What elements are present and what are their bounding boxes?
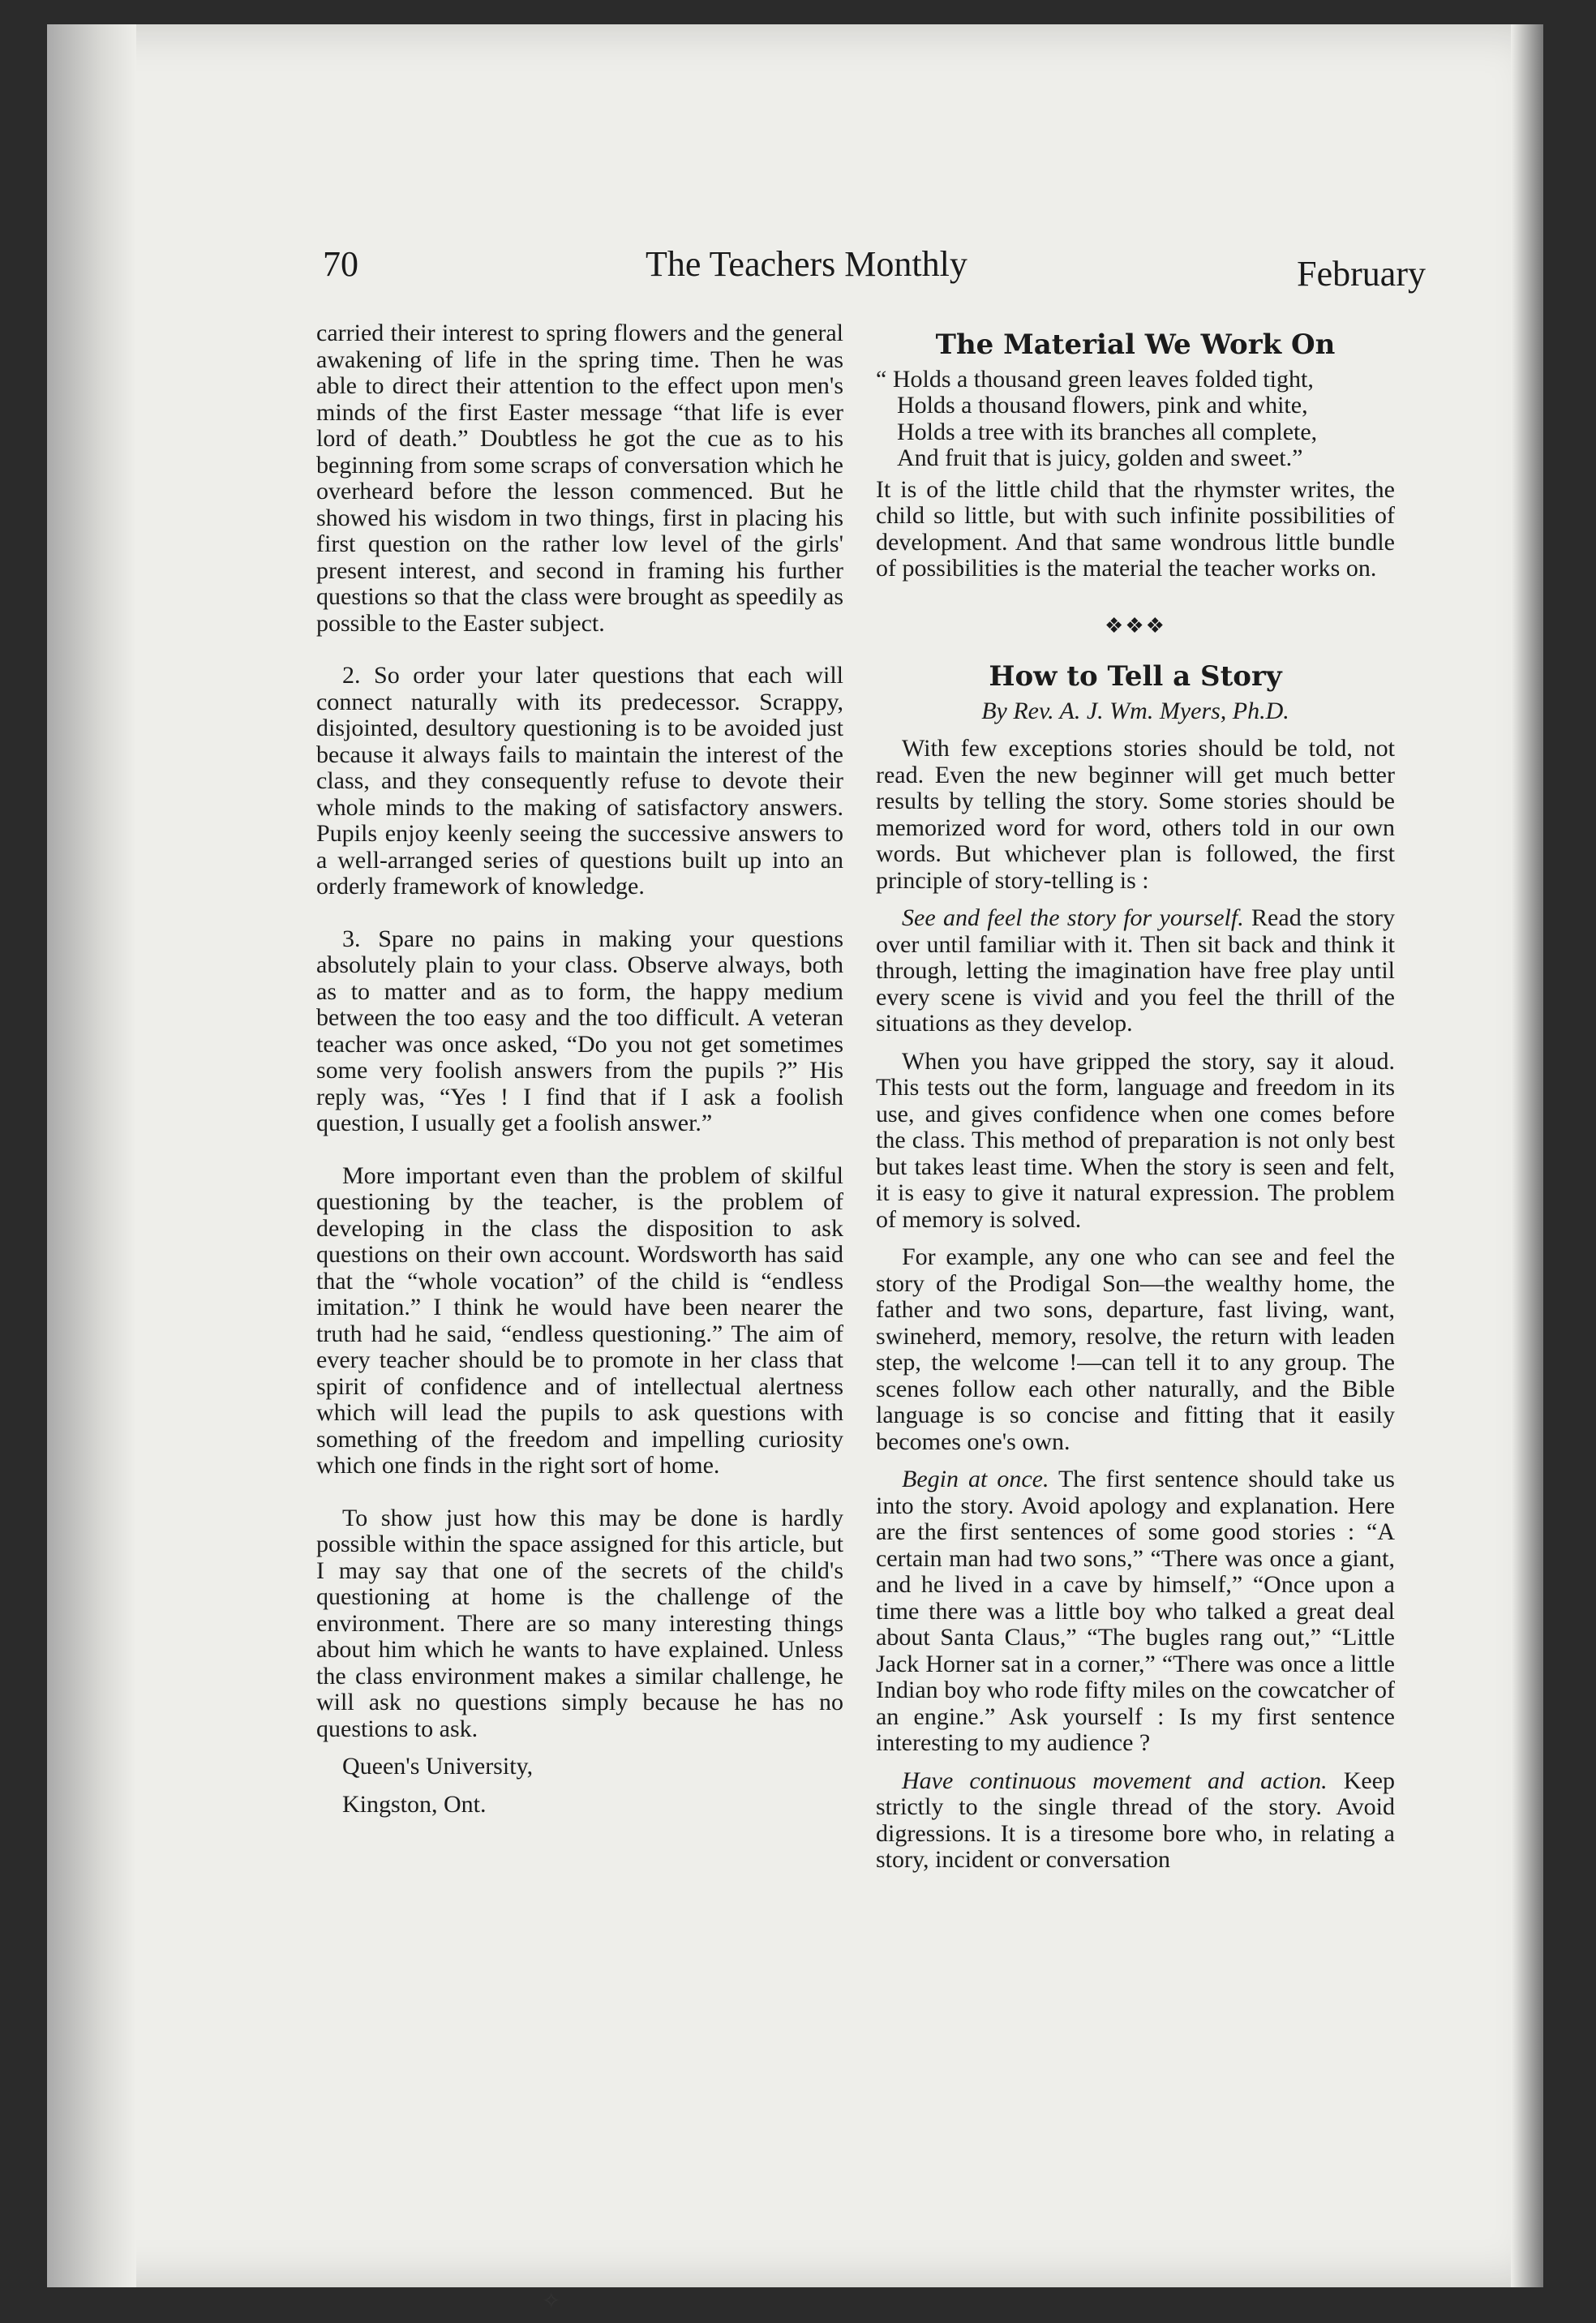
right-column: [876, 320, 1395, 1874]
poem-line: Holds a tree with its branches all complete,: [897, 418, 1318, 445]
paragraph: It is of the little child that the rhymster writes, the child so little, but with such infinite possibilities of development. And that same wondrous little bundle of possibilities is the material the teacher works on.: [876, 475, 1395, 582]
paragraph: To show just how this may be done is hardly possible within the space assigned for this article, but I may say that one of the secrets of the child's questioning at home is the challenge of the environment. There are so many interesting things about him which he wants to have explained. Unless the class environment makes a similar challenge, he will ask no questions simply because he has no questions to ask.: [316, 1504, 843, 1742]
paragraph-text: The first sentence should take us into the story. Avoid apology and explanation. Here are the first sentences of some good stories : “A certain man had two sons,” “There was once a giant, and he lived in a cave by himself,” “Once upon a time there was a little boy who talked a great deal about Santa Claus,” “The bugles rang out,” “Little Jack Horner sat in a corner,” “There was once a little Indian boy who rode fifty miles on the cowcatcher of an engine.” Ask yourself : Is my first sentence interesting to my audience ?: [876, 1466, 1395, 1756]
paragraph: carried their interest to spring flowers and the general awakening of life in the spring time. Then he was able to direct their attention to the effect upon men's minds of the first Easter message “that life is ever lord of death.” Doubtless he got the cue as to his beginning from some scraps of conversation which he overheard before the lesson commenced. But he showed his wisdom in two things, first in placing his first question on the rather low level of the girls' present interest, and second in framing his further questions so that the class were brought as speedily as possible to the Easter subject.: [316, 320, 843, 637]
paragraph: For example, any one who can see and feel the story of the Prodigal Son—the wealthy home, the father and two sons, departure, fast living, want, swineherd, memory, resolve, the return with leaden step, the welcome !—can tell it to any group. The scenes follow each other naturally, and the Bible language is so concise and fitting that it easily becomes one's own.: [876, 1243, 1395, 1455]
issue-month: February: [1297, 254, 1426, 294]
lead-phrase: See and feel the story for yourself.: [902, 904, 1244, 931]
paragraph: 2. So order your later questions that each will connect naturally with its predecessor. Scrappy, disjointed, desultory questioning is to be avoided just because it always fails to maintain the interest of the class, and they consequently refuse to devote their whole minds to the making of satisfactory answers. Pupils enjoy keenly seeing the successive answers to a well-arranged series of questions built up into an orderly framework of knowledge.: [316, 662, 843, 900]
poem-line: “ Holds a thousand green leaves folded tight,: [876, 365, 1314, 393]
journal-title: The Teachers Monthly: [646, 244, 967, 284]
paragraph: [876, 1466, 1395, 1757]
article-heading: The Material We Work On: [935, 328, 1336, 361]
lead-phrase: Begin at once.: [902, 1466, 1049, 1492]
paragraph: When you have gripped the story, say it aloud. This tests out the form, language and freedom in its use, and gives confidence when one comes before the class. This method of preparation is not only best but takes least time. When the story is seen and felt, it is easy to give it natural expression. The problem of memory is solved.: [876, 1047, 1395, 1233]
poem-line: And fruit that is juicy, golden and sweet.”: [897, 444, 1303, 471]
poem: [876, 367, 1395, 472]
paragraph: More important even than the problem of skilful questioning by the teacher, is the problem of developing in the class the disposition to ask questions on their own account. Wordsworth has said that the “whole vocation” of the child is “endless imitation.” I think he would have been nearer the truth had he said, “endless questioning.” The aim of every teacher should be to promote in her class that spirit of confidence and of intellectual alertness which will lead the pupils to ask questions with something of the freedom and impelling curiosity which one finds in the right sort of home.: [316, 1162, 843, 1479]
paragraph: [876, 905, 1395, 1037]
article-heading: How to Tell a Story: [989, 660, 1282, 693]
paragraph-text: Keep strictly to the single thread of the story. Avoid digressions. It is a tiresome bore who, in relating a story, incident or conversation: [876, 1767, 1396, 1873]
page-number: 70: [323, 244, 358, 284]
paragraph: [876, 1768, 1395, 1874]
paragraph: 3. Spare no pains in making your questions absolutely plain to your class. Observe always, both as to matter and as to form, the happy medium between the too easy and the too difficult. A veteran teacher was once asked, “Do you not get sometimes some very foolish answers from the pupils ?” His reply was, “Yes ! I find that if I ask a foolish question, I usually get a foolish answer.”: [316, 925, 843, 1136]
ornament-divider: ❖❖❖: [1105, 613, 1166, 638]
left-column: [316, 320, 843, 1818]
running-header: [274, 243, 1426, 308]
page-binding-shadow: [47, 24, 136, 2287]
poem-line: Holds a thousand flowers, pink and white,: [897, 392, 1308, 419]
page-edge-shadow: [1511, 24, 1543, 2287]
signature-line: Kingston, Ont.: [342, 1790, 487, 1818]
paragraph-text: Read the story over until familiar with it. Then sit back and think it through, letting the imagination have free play until every scene is vivid and you feel the thrill of the situations as they develop.: [876, 904, 1395, 1037]
footer-mark: ✧: [542, 2289, 561, 2314]
lead-phrase: Have continuous movement and action.: [902, 1767, 1328, 1794]
paragraph: With few exceptions stories should be told, not read. Even the new beginner will get much better results by telling the story. Some stories should be memorized word for word, others told in our own words. But whichever plan is followed, the first principle of story-telling is :: [876, 735, 1395, 894]
author-byline: By Rev. A. J. Wm. Myers, Ph.D.: [981, 697, 1289, 724]
signature-line: Queen's University,: [342, 1753, 534, 1780]
